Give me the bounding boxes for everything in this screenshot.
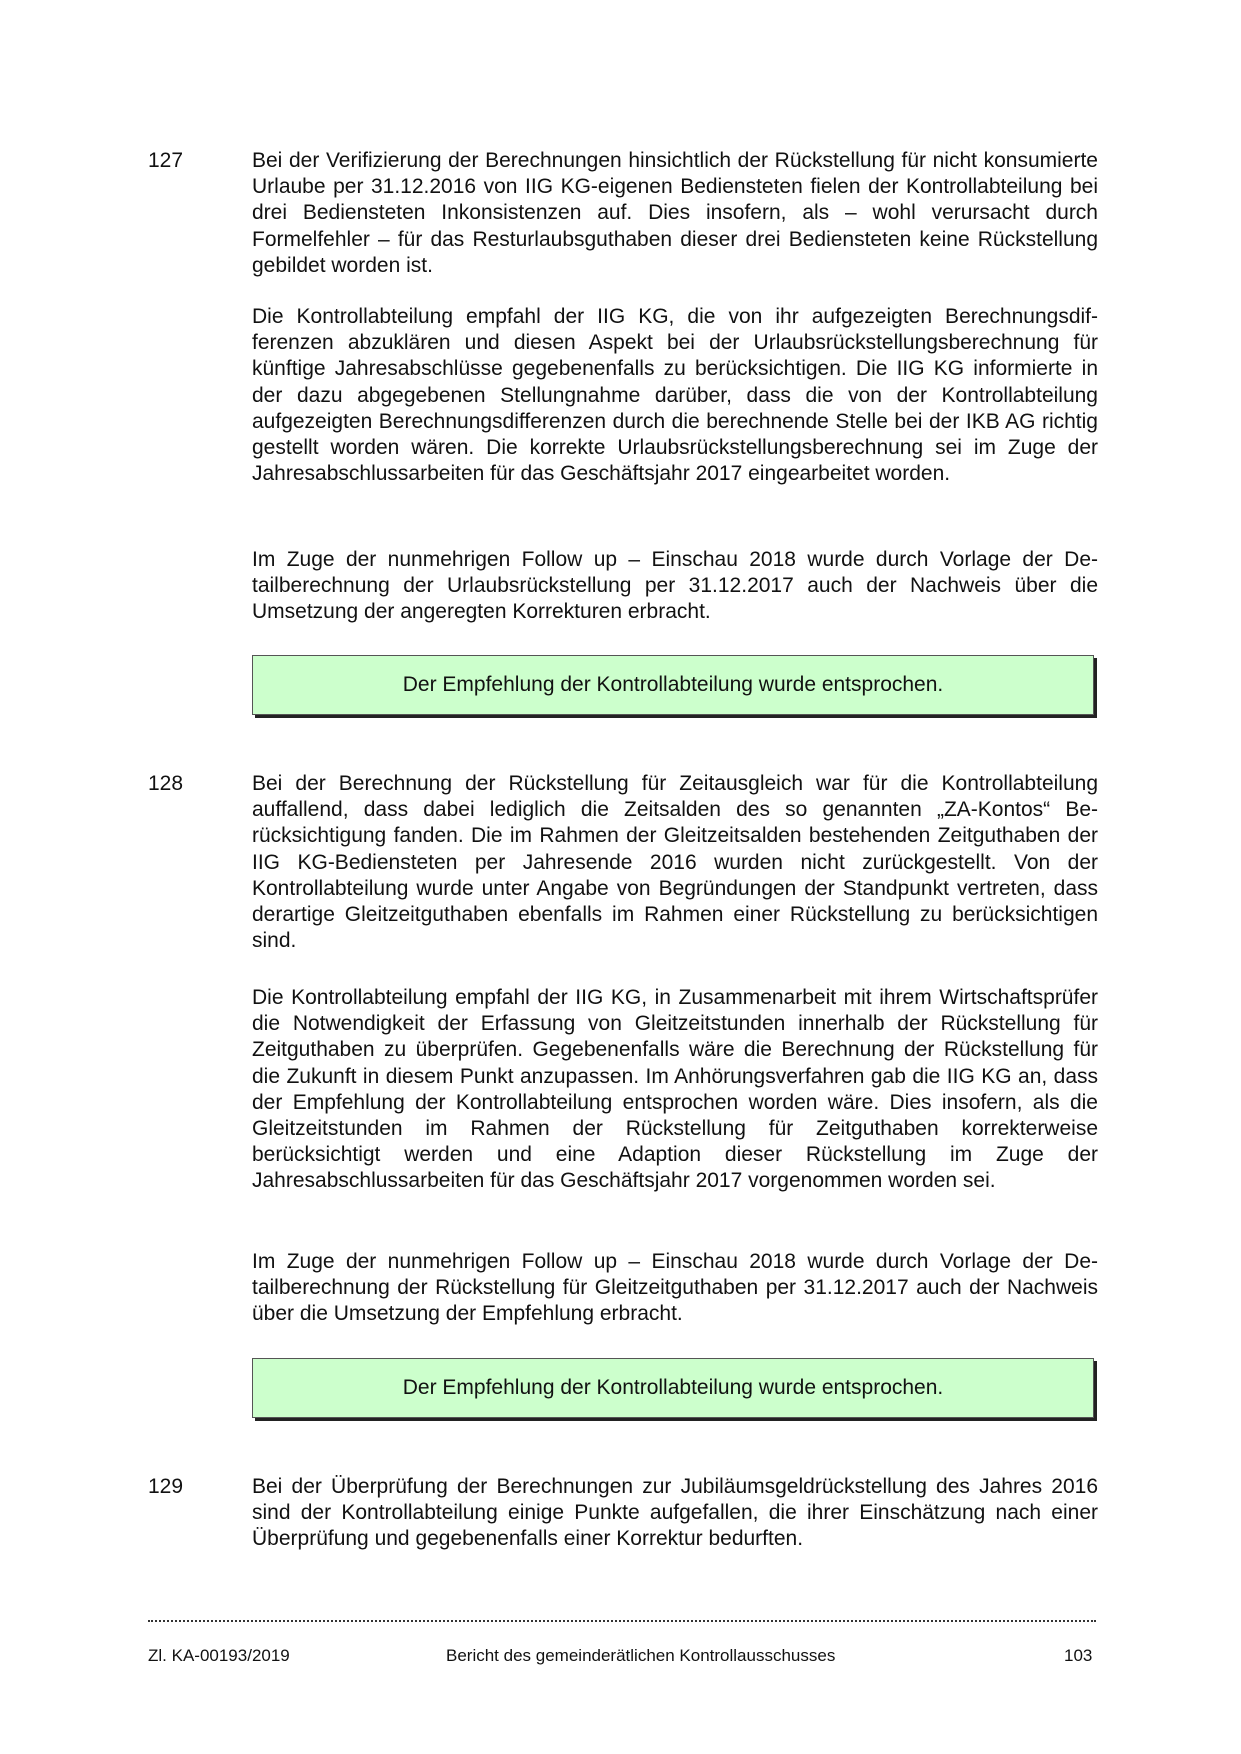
recommendation-status-text: Der Empfehlung der Kontrollabteilung wurde entsprochen. xyxy=(402,1376,944,1399)
paragraph-127-text-2: Die Kontrollabteilung empfahl der IIG KG, die von ihr aufgezeigten Berechnungsdifferenzen abzuklären und diesen Aspekt bei der Urlaubsrückstellungsberechnung für künftige Jahresabschlüsse gegebenenfalls zu berücksichtigen. Die IIG KG informierte in der dazu abgegebenen Stellungnahme darüber, dass die von der Kontrollabteilung aufgezeigten Berechnungsdifferenzen durch die berechnende Stelle bei der IKB AG richtig gestellt worden wären. Die korrekte Urlaubsrückstellungsberechnung sei im Zuge der Jahresabschlussarbeiten für das Geschäftsjahr 2017 eingearbeitet worden. xyxy=(252,305,1098,486)
page-number: 103 xyxy=(1064,1646,1093,1665)
footer-reference: Zl. KA-00193/2019 xyxy=(148,1646,290,1665)
footer-dotted-separator xyxy=(148,1600,1096,1622)
paragraph-127-text-1: Bei der Verifizierung der Berechnungen hinsichtlich der Rückstellung für nicht konsumierte Urlaube per 31.12.2016 von IIG KG-eigenen Bediensteten fielen der Kontrollabteilung bei drei Bediensteten Inkonsistenzen auf. Dies insofern, als – wohl verursacht durch Formelfehler – für das Resturlaubsguthaben dieser drei Bediensteten keine Rückstellung gebildet worden ist. xyxy=(252,149,1098,277)
paragraph-129-text-1: Bei der Überprüfung der Berechnungen zur Jubiläumsgeldrückstellung des Jahres 2016 sind der Kontrollabteilung einige Punkte aufgefallen, die ihrer Einschätzung nach einer Überprüfung und gegebenenfalls einer Korrektur bedurften. xyxy=(252,1475,1098,1551)
footer-title: Bericht des gemeinderätlichen Kontrollausschusses xyxy=(446,1646,836,1665)
paragraph-number-129: 129 xyxy=(148,1475,184,1498)
recommendation-status-text: Der Empfehlung der Kontrollabteilung wurde entsprochen. xyxy=(402,673,944,696)
paragraph-128-text-1: Bei der Berechnung der Rückstellung für Zeitausgleich war für die Kontrollabteilung auffallend, dass dabei lediglich die Zeitsalden des so genannten „ZA-Kontos“ Berücksichtigung fanden. Die im Rahmen der Gleitzeitsalden bestehenden Zeitguthaben der IIG KG-Bediensteten per Jahresende 2016 wurden nicht zurückgestellt. Von der Kontrollabteilung wurde unter Angabe von Begründungen der Standpunkt vertreten, dass derartige Gleitzeitguthaben ebenfalls im Rahmen einer Rückstellung zu berücksichtigen sind. xyxy=(252,772,1098,953)
recommendation-status-box xyxy=(252,1358,1094,1418)
recommendation-status-box xyxy=(252,655,1094,715)
paragraph-number-128: 128 xyxy=(148,772,184,795)
paragraph-128-text-2: Die Kontrollabteilung empfahl der IIG KG, in Zusammenarbeit mit ihrem Wirtschaftsprüfer die Notwendigkeit der Erfassung von Gleitzeitstunden innerhalb der Rückstellung für Zeitguthaben zu überprüfen. Gegebenenfalls wäre die Berechnung der Rückstellung für die Zukunft in diesem Punkt anzupassen. Im Anhörungsverfahren gab die IIG KG an, dass der Empfehlung der Kontrollabteilung entsprochen worden wäre. Dies insofern, als die Gleitzeitstunden im Rahmen der Rückstellung für Zeitguthaben korrekterweise berücksichtigt werden und eine Adaption dieser Rückstellung im Zuge der Jahresabschlussarbeiten für das Geschäftsjahr 2017 vorgenommen worden sei. xyxy=(252,986,1098,1193)
paragraph-number-127: 127 xyxy=(148,149,184,172)
paragraph-127-text-3: Im Zuge der nunmehrigen Follow up – Einschau 2018 wurde durch Vorlage der Detailberechnung der Urlaubsrückstellung per 31.12.2017 auch der Nachweis über die Umsetzung der angeregten Korrekturen erbracht. xyxy=(252,548,1098,624)
paragraph-128-text-3: Im Zuge der nunmehrigen Follow up – Einschau 2018 wurde durch Vorlage der Detailberechnung der Rückstellung für Gleitzeitguthaben per 31.12.2017 auch der Nachweis über die Umsetzung der Empfehlung erbracht. xyxy=(252,1250,1098,1326)
